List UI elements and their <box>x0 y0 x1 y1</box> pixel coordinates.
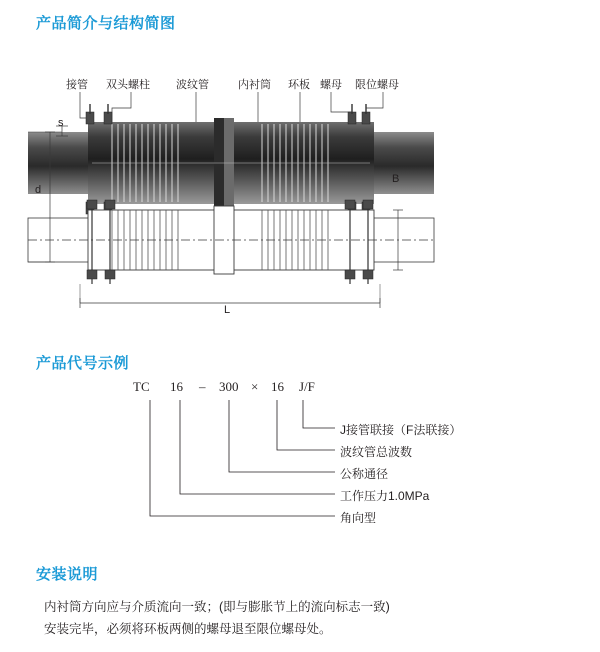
callout-label-3: 内衬筒 <box>238 79 271 91</box>
code-token-0: TC <box>133 379 150 394</box>
dimension-label-B: B <box>392 173 400 185</box>
code-desc-1: 波纹管总波数 <box>340 445 413 459</box>
code-token-3: 300 <box>219 379 239 394</box>
section-title-install: 安装说明 <box>36 566 99 583</box>
code-desc-4: 角向型 <box>340 511 377 525</box>
install-note-line-1: 内衬筒方向应与介质流向一致；(即与膨胀节上的流向标志一致) <box>44 600 390 614</box>
code-desc-0: J接管联接（F法联接） <box>340 423 462 437</box>
section-title-code: 产品代号示例 <box>36 355 130 372</box>
callout-label-1: 双头螺柱 <box>106 79 150 91</box>
callout-label-2: 波纹管 <box>176 79 209 91</box>
code-token-6: J/F <box>299 379 315 394</box>
install-notes <box>44 596 564 640</box>
callout-label-0: 接管 <box>66 79 88 91</box>
structure-diagram-svg <box>0 60 600 325</box>
code-token-2: – <box>199 379 206 394</box>
product-code-example <box>0 378 600 548</box>
code-desc-2: 公称通径 <box>340 467 389 481</box>
callout-label-4: 环板 <box>288 79 310 91</box>
code-token-4: × <box>251 379 259 394</box>
install-note-line-2: 安装完毕，必须将环板两侧的螺母退至限位螺母处。 <box>44 622 332 636</box>
section-title-structure: 产品简介与结构简图 <box>36 15 176 32</box>
dimension-label-d: d <box>35 184 42 196</box>
structure-diagram <box>0 60 600 325</box>
dimension-label-L: L <box>224 304 231 316</box>
code-example-leader-lines <box>0 378 600 548</box>
callout-label-6: 限位螺母 <box>355 79 399 91</box>
code-token-5: 16 <box>271 379 284 394</box>
code-desc-3: 工作压力1.0MPa <box>340 489 430 503</box>
callout-label-5: 螺母 <box>320 79 342 91</box>
dimension-label-s: s <box>58 117 64 129</box>
code-token-1: 16 <box>170 379 183 394</box>
